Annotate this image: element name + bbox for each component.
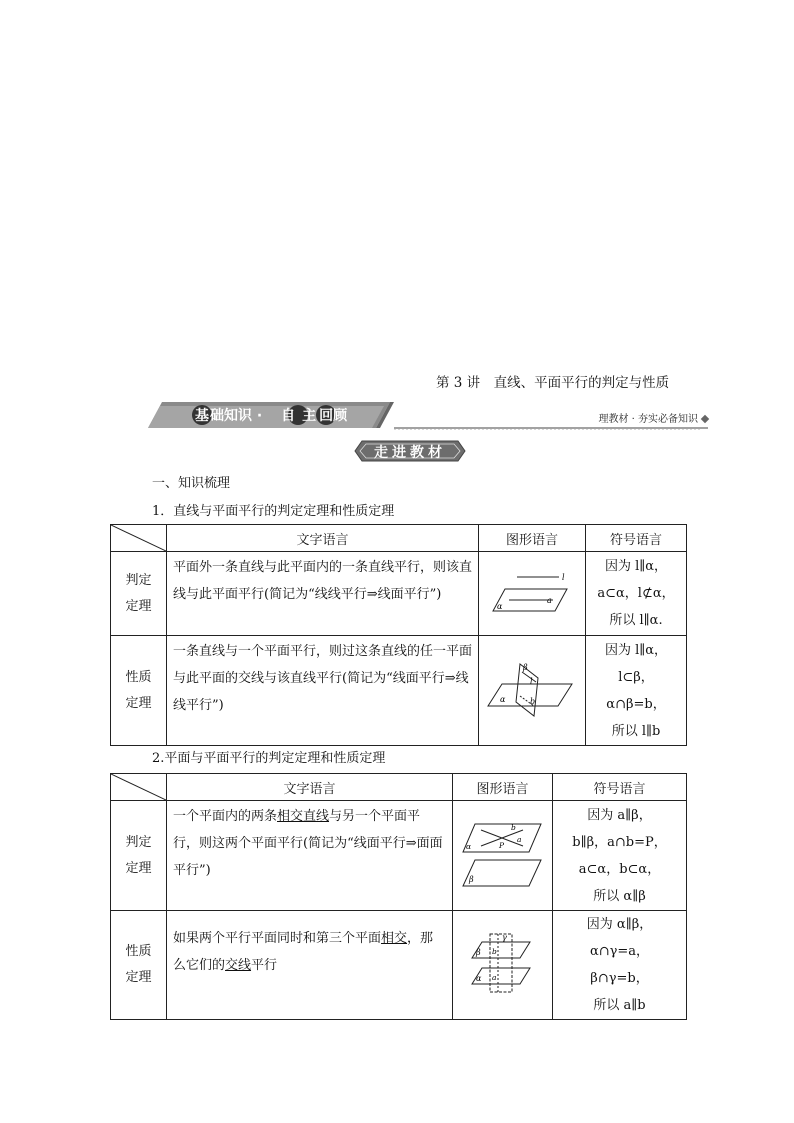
table1-heading: 1．直线与平面平行的判定定理和性质定理 — [152, 504, 395, 519]
symbol-line: l⊂β， — [618, 669, 654, 685]
underlined-term: 相交直线 — [277, 809, 330, 824]
col-header-text: 文字语言 — [167, 774, 453, 801]
symbol-line: α∩γ=a， — [589, 944, 650, 959]
symbol-line: 所以 α∥β — [593, 888, 646, 904]
diamond-icon — [701, 415, 709, 423]
text-part: 一个平面内的两条 — [173, 809, 278, 824]
symbol-line: 因为 l∥α， — [604, 642, 668, 658]
table-header-row — [111, 774, 687, 801]
symbol-line: 所以 a∥b — [593, 998, 646, 1013]
fig-label-gamma: γ — [501, 933, 507, 942]
row-label — [111, 636, 167, 746]
fig-label-alpha: α — [500, 694, 506, 704]
symbol-line: b∥β，a∩b=P， — [572, 834, 667, 850]
word-statement — [167, 801, 453, 911]
col-header-figure: 图形语言 — [479, 525, 586, 552]
walk-in-label: 走进教材 — [374, 445, 446, 461]
plane-plane-parallel-table — [110, 773, 687, 1020]
table-row — [111, 801, 687, 911]
row-label — [111, 552, 167, 636]
symbol-line: 因为 α∥β， — [586, 917, 653, 932]
word-statement — [167, 911, 453, 1020]
table-row — [111, 911, 687, 1020]
fig-label-beta: β — [523, 662, 528, 672]
fig-label-b: b — [510, 822, 516, 832]
section-heading: 一、知识梳理 — [152, 476, 231, 491]
corner-cell — [111, 774, 167, 801]
fig-label-a: a — [547, 595, 552, 605]
corner-cell — [111, 525, 167, 552]
figure-plane-plane-judge — [453, 801, 553, 911]
row-label-line1: 判定 — [125, 572, 152, 588]
col-header-symbol: 符号语言 — [553, 774, 687, 801]
fig-label-a: a — [491, 973, 496, 982]
banner-word-1: 知识 — [224, 408, 252, 424]
table-header-row — [111, 525, 687, 552]
symbol-statement — [586, 636, 687, 746]
symbol-line: 因为 a∥β， — [587, 807, 652, 823]
text-part: 与另一个平面平行，则这两个平面平行(简记为“线面平行⇒面面平行”) — [173, 809, 443, 878]
fig-label-alpha: α — [497, 601, 503, 611]
row-label — [111, 801, 167, 911]
row-label-line2: 定理 — [125, 598, 152, 614]
symbol-line: α∩β=b， — [606, 696, 666, 712]
banner-char-5: 主 — [302, 408, 317, 424]
symbol-line: 因为 l∥α， — [604, 559, 668, 574]
table-row — [111, 636, 687, 746]
fig-label-l: l — [562, 572, 565, 582]
fig-label-b: b — [491, 947, 497, 956]
banner-word-2: 回顾 — [319, 408, 348, 424]
symbol-statement — [553, 911, 687, 1020]
fig-label-a: a — [516, 834, 521, 844]
banner-subtitle — [598, 410, 708, 425]
symbol-statement — [553, 801, 687, 911]
line-plane-parallel-table — [110, 524, 687, 746]
figure-plane-plane-property — [453, 911, 553, 1020]
col-header-figure: 图形语言 — [453, 774, 553, 801]
table2-heading: 2.平面与平面平行的判定定理和性质定理 — [152, 751, 386, 766]
text-part: 平行 — [251, 958, 278, 973]
text-part: 如果两个平行平面同时和第三个平面 — [173, 931, 382, 946]
table-row — [111, 552, 687, 636]
col-header-text: 文字语言 — [167, 525, 479, 552]
fig-label-p: P — [498, 840, 504, 850]
word-statement: 平面外一条直线与此平面内的一条直线平行，则该直线与此平面平行(简记为“线线平行⇒线面平行”) — [167, 552, 479, 636]
symbol-line: 所以 l∥α. — [609, 613, 663, 628]
fig-label-b: b — [530, 696, 536, 706]
row-label-line2: 定理 — [125, 970, 152, 985]
figure-line-plane-property — [479, 636, 586, 746]
row-label-line2: 定理 — [125, 860, 152, 876]
underlined-term: 交线 — [225, 958, 252, 973]
banner-char-2: 础 — [210, 408, 224, 424]
fig-label-beta: β — [475, 948, 481, 957]
symbol-line: a⊂α，b⊂α， — [578, 861, 661, 877]
row-label-line2: 定理 — [125, 695, 152, 711]
banner-dot: · — [256, 408, 263, 424]
text-part: ，那么它们的 — [173, 931, 434, 973]
symbol-line: β∩γ=b， — [590, 971, 649, 986]
walk-in-badge — [354, 440, 466, 462]
fig-label-alpha: α — [465, 841, 471, 851]
figure-line-plane-judge — [479, 552, 586, 636]
banner-subtitle-text: 理教材 · 夯实必备知识 — [598, 414, 698, 425]
fig-label-beta: β — [468, 874, 474, 884]
symbol-line: a⊂α，l⊄α， — [597, 586, 675, 601]
word-statement: 一条直线与一个平面平行，则过这条直线的任一平面与此平面的交线与该直线平行(简记为“线面平行⇒线线平行”) — [167, 636, 479, 746]
fig-label-l: l — [530, 676, 533, 686]
lecture-title: 第 3 讲 直线、平面平行的判定与性质 — [436, 375, 670, 391]
col-header-symbol: 符号语言 — [586, 525, 687, 552]
row-label-line1: 性质 — [125, 944, 152, 959]
row-label-line1: 判定 — [125, 834, 152, 850]
row-label — [111, 911, 167, 1020]
underlined-term: 相交 — [381, 931, 408, 946]
banner-char-4: 自 — [281, 408, 296, 424]
section-banner — [148, 400, 708, 430]
symbol-line: 所以 l∥b — [611, 723, 661, 739]
banner-char-1: 基 — [195, 408, 209, 424]
symbol-statement — [586, 552, 687, 636]
fig-label-alpha: α — [475, 974, 481, 983]
row-label-line1: 性质 — [125, 669, 152, 685]
